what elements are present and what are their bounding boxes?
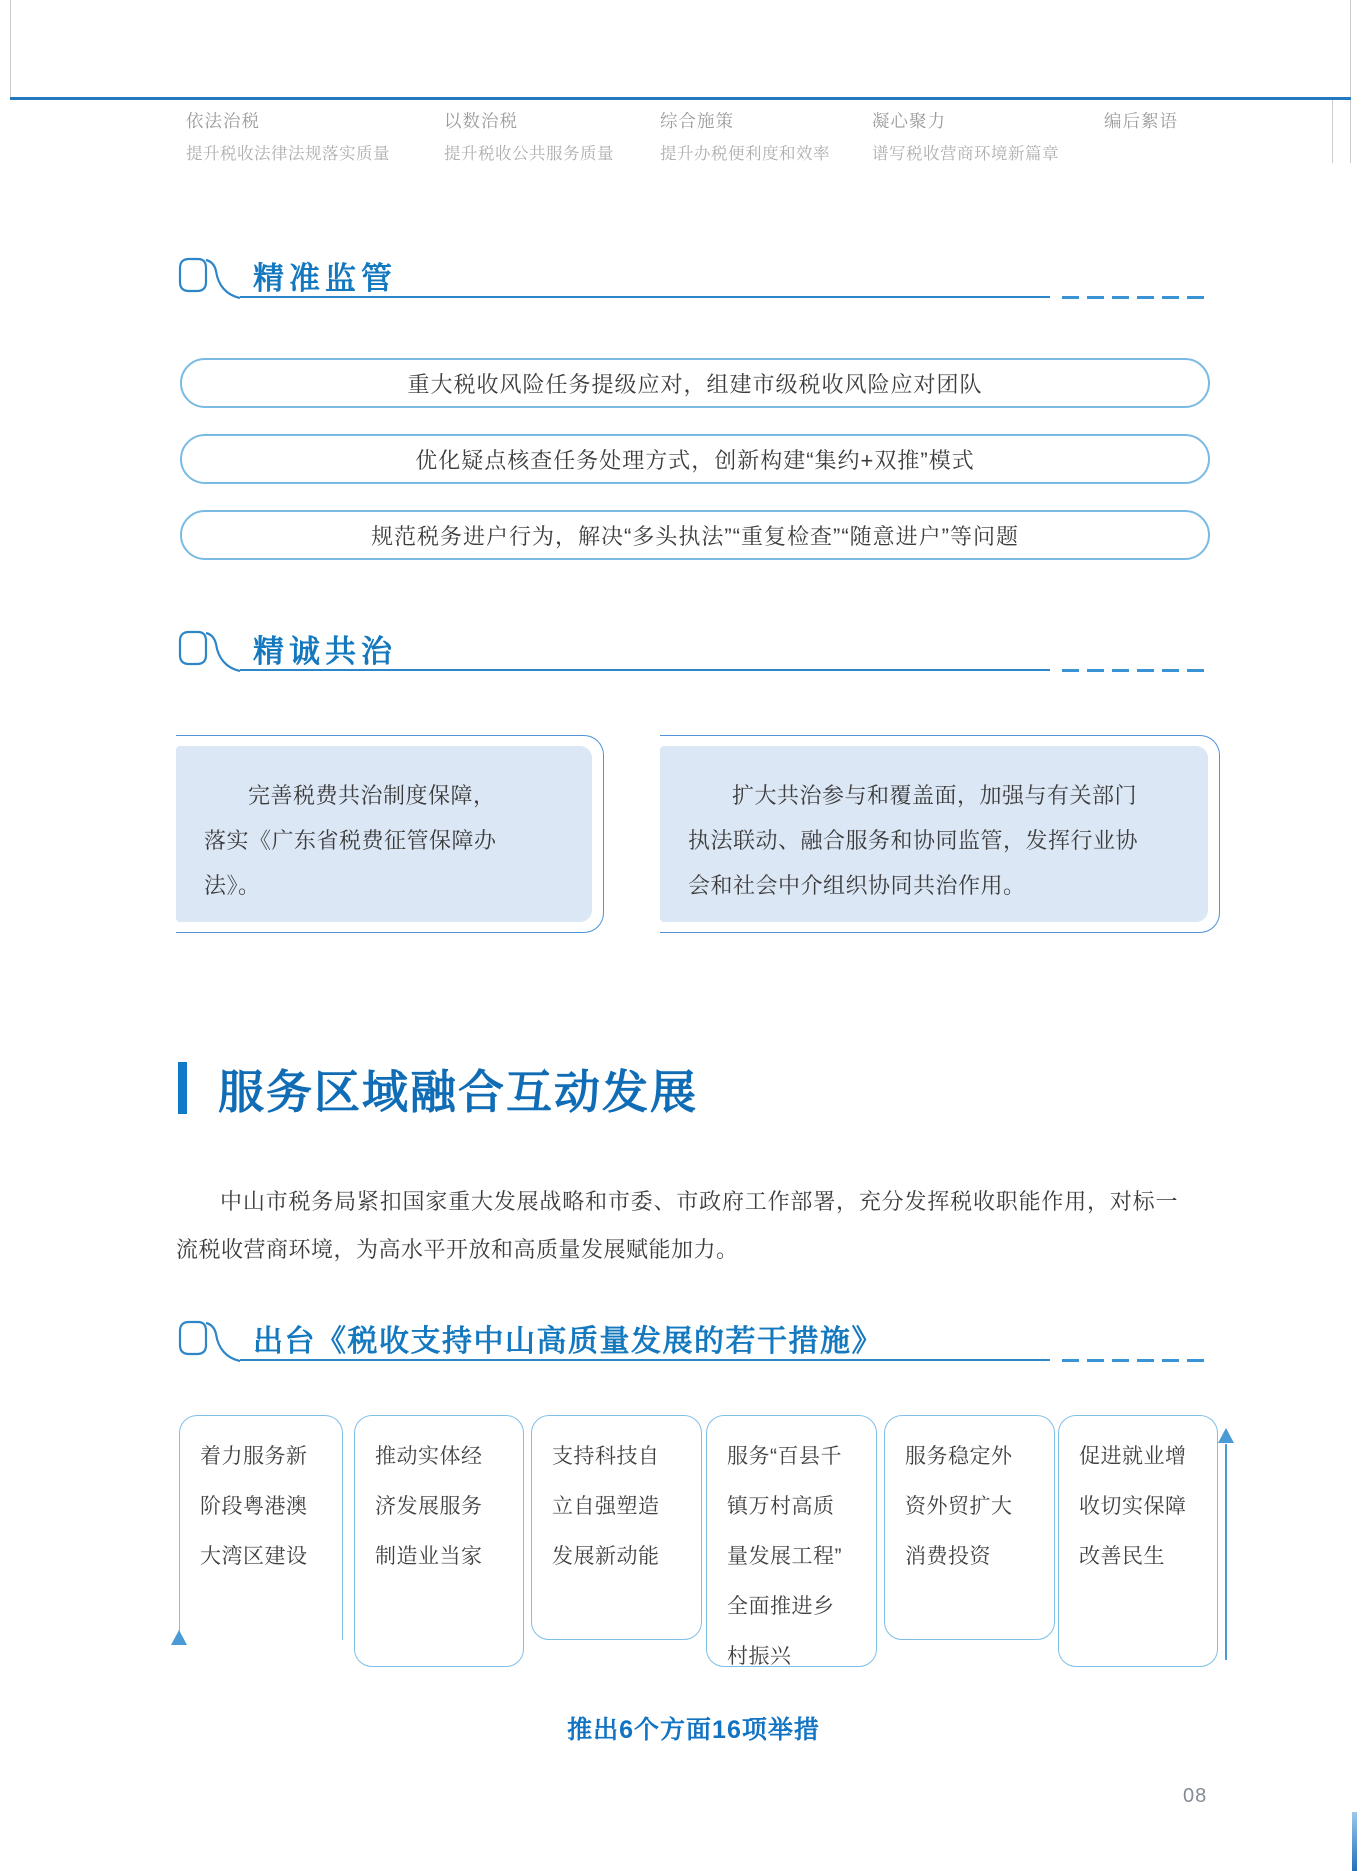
card-text-line: 全面推进乡 — [727, 1595, 835, 1618]
nav-item-subtitle: 提升办税便利度和效率 — [660, 145, 830, 163]
card-text-line: 量发展工程” — [727, 1545, 842, 1568]
section-marker-icon — [176, 1318, 240, 1364]
nav-item-title: 以数治税 — [444, 111, 518, 131]
page-corner-mark-left — [10, 0, 11, 97]
page-edge-accent-bar — [1352, 1812, 1357, 1871]
section-title: 精准监管 — [253, 261, 397, 296]
card-text-line: 收切实保障 — [1079, 1495, 1187, 1518]
box-text-line: 完善税费共治制度保障， — [248, 783, 496, 808]
section-rule-dashes — [1062, 1359, 1208, 1362]
section-title: 出台《税收支持中山高质量发展的若干措施》 — [253, 1325, 883, 1358]
card-text-line: 服务“百县千 — [727, 1445, 842, 1468]
supervision-pill: 规范税务进户行为，解决“多头执法”“重复检查”“随意进户”等问题 — [180, 510, 1210, 560]
box-text-line: 会和社会中介组织协同共治作用。 — [688, 873, 1026, 898]
card-text-line: 促进就业增 — [1079, 1445, 1187, 1468]
card-text-line: 阶段粤港澳 — [200, 1495, 308, 1518]
section-marker-icon — [176, 628, 240, 674]
measure-card — [884, 1415, 1055, 1640]
nav-item-subtitle: 提升税收公共服务质量 — [444, 145, 614, 163]
chapter-paragraph: 中山市税务局紧扣国家重大发展战略和市委、市政府工作部署，充分发挥税收职能作用，对标一流税收营商环境，为高水平开放和高质量发展赋能加力。 — [176, 1189, 1178, 1262]
section-rule — [240, 1359, 1050, 1361]
cogovernance-box — [176, 746, 592, 922]
card-text-line: 推动实体经 — [375, 1445, 483, 1468]
measure-card — [531, 1415, 702, 1640]
section-rule-dashes — [1062, 669, 1208, 672]
nav-item-title: 编后絮语 — [1104, 111, 1178, 131]
card-text-line: 消费投资 — [905, 1545, 991, 1568]
section-rule — [240, 296, 1050, 298]
nav-item-subtitle: 提升税收法律法规落实质量 — [186, 145, 390, 163]
section-header-measures — [176, 1318, 1211, 1366]
card-text-line: 大湾区建设 — [200, 1545, 308, 1568]
card-text-line: 改善民生 — [1079, 1545, 1165, 1568]
box-text-line: 法》。 — [204, 873, 261, 898]
box-text-line: 扩大共治参与和覆盖面，加强与有关部门 — [732, 783, 1138, 808]
nav-item-bianhou-xuyu — [1104, 108, 1178, 133]
card-text-line: 村振兴 — [727, 1645, 792, 1668]
card-text-line: 着力服务新 — [200, 1445, 308, 1468]
supervision-pill: 优化疑点核查任务处理方式，创新构建“集约+双推”模式 — [180, 434, 1210, 484]
card-text-line: 立自强塑造 — [552, 1495, 660, 1518]
card-text-line: 发展新动能 — [552, 1545, 660, 1568]
section-marker-icon — [176, 255, 240, 301]
chapter-heading-bar — [178, 1062, 187, 1114]
section-rule-dashes — [1062, 296, 1208, 299]
measure-card — [354, 1415, 524, 1667]
nav-item-title: 综合施策 — [660, 111, 734, 131]
measure-card — [1058, 1415, 1218, 1667]
nav-item-title: 依法治税 — [186, 111, 260, 131]
card-text-line: 服务稳定外 — [905, 1445, 1013, 1468]
measure-card — [706, 1415, 877, 1667]
nav-item-yifazhishui — [186, 108, 390, 164]
section-header-supervision — [176, 255, 1211, 303]
nav-item-zonghe-shice — [660, 108, 830, 164]
section-header-cogovernance — [176, 628, 1211, 676]
box-text-line: 落实《广东省税费征管保障办 — [204, 828, 497, 853]
cogovernance-box — [660, 746, 1208, 922]
supervision-pill: 重大税收风险任务提级应对，组建市级税收风险应对团队 — [180, 358, 1210, 408]
measures-tagline: 推出6个方面16项举措 — [567, 1716, 820, 1744]
flow-arrow-up-icon — [171, 1630, 187, 1645]
nav-item-title: 凝心聚力 — [872, 111, 946, 131]
chapter-heading: 服务区域融合互动发展 — [218, 1067, 698, 1118]
running-head-nav — [0, 108, 1361, 168]
card-text-line: 济发展服务 — [375, 1495, 483, 1518]
nav-item-subtitle: 谱写税收营商环境新篇章 — [872, 145, 1059, 163]
flow-arrow-up-icon — [1218, 1428, 1234, 1443]
card-text-line: 支持科技自 — [552, 1445, 660, 1468]
measure-card — [179, 1415, 343, 1640]
box-text-line: 执法联动、融合服务和协同监管，发挥行业协 — [688, 828, 1139, 853]
card-text-line: 制造业当家 — [375, 1545, 483, 1568]
nav-item-yishuzhishui — [444, 108, 614, 164]
nav-item-ningxin-juli — [872, 108, 1059, 164]
page-number: 08 — [1183, 1785, 1208, 1807]
card-text-line: 资外贸扩大 — [905, 1495, 1013, 1518]
flow-line — [1225, 1444, 1227, 1660]
section-rule — [240, 669, 1050, 671]
top-rule-line — [10, 97, 1351, 100]
section-title: 精诚共治 — [253, 634, 397, 669]
card-text-line: 镇万村高质 — [727, 1495, 835, 1518]
